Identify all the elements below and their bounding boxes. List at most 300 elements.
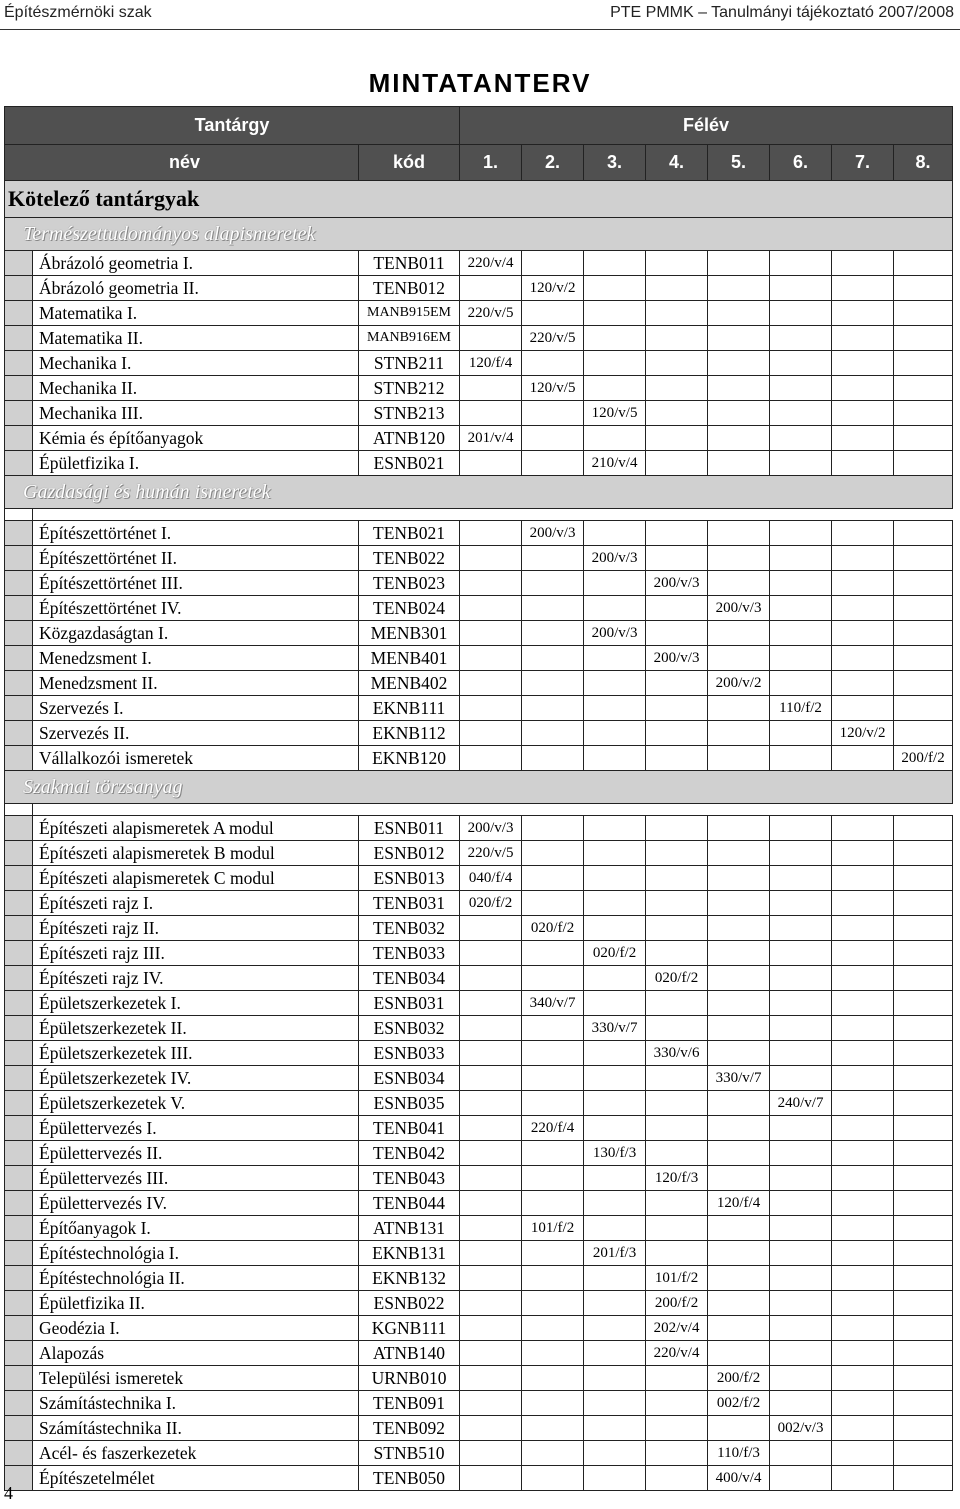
table-row: [5, 1191, 953, 1216]
subject-name: Építéstechnológia I.: [33, 1241, 359, 1266]
subject-code: TENB041: [359, 1116, 460, 1141]
semester-1-cell: 201/v/4: [460, 426, 522, 451]
table-row: [5, 1416, 953, 1441]
semester-1-cell: [460, 401, 522, 426]
semester-4-cell: [646, 1066, 708, 1091]
semester-6-cell: [770, 276, 832, 301]
semester-4-cell: 220/v/4: [646, 1341, 708, 1366]
subject-name: Épületfizika II.: [33, 1291, 359, 1316]
subject-name: Épülettervezés II.: [33, 1141, 359, 1166]
side-strip: [5, 1166, 33, 1191]
subject-name: Építészettörténet I.: [33, 521, 359, 546]
side-strip: [5, 991, 33, 1016]
side-strip: [5, 866, 33, 891]
semester-3-cell: [584, 671, 646, 696]
semester-3-cell: [584, 1166, 646, 1191]
semester-4-cell: 200/v/3: [646, 646, 708, 671]
semester-5-cell: [708, 1091, 770, 1116]
table-row: [5, 1216, 953, 1241]
semester-5-cell: [708, 916, 770, 941]
subject-code: URNB010: [359, 1366, 460, 1391]
table-row: [5, 1166, 953, 1191]
semester-6-cell: [770, 866, 832, 891]
semester-3-cell: [584, 696, 646, 721]
semester-2-cell: [522, 1391, 584, 1416]
semester-7-cell: [832, 1216, 894, 1241]
semester-5-cell: [708, 1291, 770, 1316]
header-tantargy: Tantárgy: [5, 107, 460, 145]
semester-2-cell: 200/v/3: [522, 521, 584, 546]
section-row: [5, 771, 953, 804]
subject-code: TENB031: [359, 891, 460, 916]
semester-1-cell: [460, 1191, 522, 1216]
semester-7-cell: [832, 966, 894, 991]
semester-2-cell: 020/f/2: [522, 916, 584, 941]
semester-5-cell: [708, 546, 770, 571]
semester-6-cell: [770, 1291, 832, 1316]
semester-6-cell: [770, 746, 832, 771]
semester-6-cell: [770, 1341, 832, 1366]
semester-8-cell: [894, 1091, 953, 1116]
subject-name: Építészettörténet III.: [33, 571, 359, 596]
side-strip: [5, 351, 33, 376]
subject-code: MANB916EM: [359, 326, 460, 351]
side-strip: [5, 521, 33, 546]
semester-8-cell: [894, 1066, 953, 1091]
page-number: 4: [4, 1483, 13, 1503]
table-row: [5, 521, 953, 546]
semester-6-cell: [770, 1141, 832, 1166]
semester-5-cell: [708, 966, 770, 991]
subject-name: Közgazdaságtan I.: [33, 621, 359, 646]
semester-8-cell: [894, 351, 953, 376]
subject-code: TENB092: [359, 1416, 460, 1441]
semester-6-cell: [770, 841, 832, 866]
semester-1-cell: [460, 916, 522, 941]
semester-6-cell: [770, 326, 832, 351]
subject-code: EKNB131: [359, 1241, 460, 1266]
semester-2-cell: [522, 746, 584, 771]
semester-1-cell: [460, 1141, 522, 1166]
semester-2-cell: [522, 1466, 584, 1491]
spacer-cell: [33, 804, 953, 816]
semester-2-cell: [522, 1241, 584, 1266]
semester-4-cell: [646, 816, 708, 841]
semester-8-cell: [894, 1166, 953, 1191]
semester-5-cell: [708, 646, 770, 671]
table-row: [5, 251, 953, 276]
side-strip: [5, 596, 33, 621]
table-row: [5, 916, 953, 941]
semester-7-cell: [832, 1391, 894, 1416]
semester-8-cell: [894, 1441, 953, 1466]
semester-6-cell: 110/f/2: [770, 696, 832, 721]
semester-3-cell: [584, 1316, 646, 1341]
semester-6-cell: [770, 646, 832, 671]
side-strip: [5, 1016, 33, 1041]
semester-6-cell: [770, 1191, 832, 1216]
semester-5-cell: [708, 326, 770, 351]
semester-5-cell: 400/v/4: [708, 1466, 770, 1491]
semester-5-cell: [708, 1166, 770, 1191]
category-title: Kötelező tantárgyak: [5, 181, 953, 218]
semester-8-cell: [894, 941, 953, 966]
semester-8-cell: [894, 426, 953, 451]
semester-5-cell: 120/f/4: [708, 1191, 770, 1216]
table-row: [5, 1116, 953, 1141]
header-rule: [0, 29, 960, 30]
semester-3-cell: [584, 1216, 646, 1241]
semester-2-cell: [522, 1291, 584, 1316]
semester-5-cell: [708, 991, 770, 1016]
subject-name: Építészeti rajz I.: [33, 891, 359, 916]
semester-1-cell: [460, 1341, 522, 1366]
semester-1-cell: [460, 596, 522, 621]
semester-2-cell: [522, 966, 584, 991]
subject-name: Számítástechnika I.: [33, 1391, 359, 1416]
semester-5-cell: [708, 721, 770, 746]
side-strip: [5, 251, 33, 276]
side-strip: [5, 841, 33, 866]
semester-2-cell: [522, 696, 584, 721]
subject-name: Építészeti rajz IV.: [33, 966, 359, 991]
subject-name: Települési ismeretek: [33, 1366, 359, 1391]
subject-code: ESNB032: [359, 1016, 460, 1041]
semester-1-cell: [460, 376, 522, 401]
header-semester-2: 2.: [522, 145, 584, 181]
table-row: [5, 451, 953, 476]
semester-4-cell: [646, 721, 708, 746]
semester-3-cell: [584, 841, 646, 866]
subject-code: ESNB013: [359, 866, 460, 891]
semester-8-cell: [894, 1241, 953, 1266]
semester-4-cell: 101/f/2: [646, 1266, 708, 1291]
semester-6-cell: [770, 1066, 832, 1091]
semester-1-cell: [460, 451, 522, 476]
semester-3-cell: [584, 991, 646, 1016]
semester-3-cell: [584, 1191, 646, 1216]
subject-code: STNB213: [359, 401, 460, 426]
semester-8-cell: [894, 1266, 953, 1291]
side-strip: [5, 1191, 33, 1216]
semester-7-cell: [832, 596, 894, 621]
table-row: [5, 326, 953, 351]
semester-2-cell: 340/v/7: [522, 991, 584, 1016]
semester-6-cell: [770, 1316, 832, 1341]
semester-4-cell: [646, 276, 708, 301]
subject-name: Menedzsment I.: [33, 646, 359, 671]
table-row: [5, 571, 953, 596]
side-strip: [5, 1216, 33, 1241]
semester-5-cell: 002/f/2: [708, 1391, 770, 1416]
running-header-left: Építészmérnöki szak: [4, 4, 152, 21]
semester-7-cell: [832, 571, 894, 596]
semester-3-cell: [584, 1041, 646, 1066]
header-nev: név: [5, 145, 359, 181]
subject-code: STNB510: [359, 1441, 460, 1466]
semester-8-cell: [894, 916, 953, 941]
semester-5-cell: [708, 866, 770, 891]
header-felev: Félév: [460, 107, 953, 145]
semester-3-cell: [584, 816, 646, 841]
subject-name: Építéstechnológia II.: [33, 1266, 359, 1291]
table-row: [5, 1291, 953, 1316]
semester-6-cell: [770, 1441, 832, 1466]
semester-6-cell: [770, 1366, 832, 1391]
semester-3-cell: [584, 521, 646, 546]
semester-5-cell: [708, 1266, 770, 1291]
semester-2-cell: [522, 1166, 584, 1191]
semester-4-cell: [646, 596, 708, 621]
side-strip: [5, 509, 33, 521]
semester-6-cell: [770, 941, 832, 966]
header-semester-6: 6.: [770, 145, 832, 181]
semester-1-cell: [460, 1441, 522, 1466]
table-row: [5, 301, 953, 326]
semester-3-cell: 120/v/5: [584, 401, 646, 426]
semester-3-cell: 210/v/4: [584, 451, 646, 476]
table-row: [5, 1016, 953, 1041]
semester-8-cell: [894, 596, 953, 621]
category-row: [5, 181, 953, 218]
semester-6-cell: 002/v/3: [770, 1416, 832, 1441]
subject-name: Menedzsment II.: [33, 671, 359, 696]
subject-code: TENB044: [359, 1191, 460, 1216]
semester-8-cell: [894, 401, 953, 426]
semester-7-cell: [832, 916, 894, 941]
semester-3-cell: [584, 276, 646, 301]
semester-6-cell: [770, 571, 832, 596]
table-header-row-1: [5, 107, 953, 145]
subject-name: Épületszerkezetek III.: [33, 1041, 359, 1066]
semester-3-cell: 130/f/3: [584, 1141, 646, 1166]
semester-2-cell: 101/f/2: [522, 1216, 584, 1241]
semester-1-cell: [460, 1391, 522, 1416]
semester-4-cell: [646, 916, 708, 941]
semester-7-cell: [832, 251, 894, 276]
semester-6-cell: [770, 351, 832, 376]
header-semester-1: 1.: [460, 145, 522, 181]
side-strip: [5, 376, 33, 401]
semester-2-cell: [522, 621, 584, 646]
semester-3-cell: [584, 1391, 646, 1416]
subject-name: Épületszerkezetek V.: [33, 1091, 359, 1116]
semester-3-cell: 200/v/3: [584, 621, 646, 646]
semester-2-cell: [522, 1416, 584, 1441]
semester-8-cell: [894, 521, 953, 546]
semester-5-cell: [708, 401, 770, 426]
semester-3-cell: [584, 916, 646, 941]
semester-5-cell: [708, 746, 770, 771]
table-row: [5, 816, 953, 841]
semester-7-cell: [832, 991, 894, 1016]
table-row: [5, 426, 953, 451]
semester-7-cell: [832, 1466, 894, 1491]
semester-6-cell: [770, 546, 832, 571]
subject-code: TENB024: [359, 596, 460, 621]
side-strip: [5, 1291, 33, 1316]
subject-name: Kémia és építőanyagok: [33, 426, 359, 451]
semester-7-cell: [832, 1266, 894, 1291]
running-header-right: PTE PMMK – Tanulmányi tájékoztató 2007/2008: [610, 4, 954, 21]
subject-name: Épülettervezés IV.: [33, 1191, 359, 1216]
semester-7-cell: [832, 401, 894, 426]
table-row: [5, 546, 953, 571]
semester-1-cell: 220/v/5: [460, 301, 522, 326]
semester-7-cell: [832, 276, 894, 301]
semester-2-cell: [522, 816, 584, 841]
table-row: [5, 1391, 953, 1416]
semester-2-cell: [522, 1316, 584, 1341]
table-row: [5, 376, 953, 401]
table-row: [5, 991, 953, 1016]
side-strip: [5, 621, 33, 646]
subject-code: EKNB112: [359, 721, 460, 746]
table-row: [5, 276, 953, 301]
semester-1-cell: [460, 991, 522, 1016]
side-strip: [5, 746, 33, 771]
semester-6-cell: [770, 621, 832, 646]
semester-8-cell: [894, 1216, 953, 1241]
semester-8-cell: [894, 376, 953, 401]
table-row: [5, 596, 953, 621]
semester-2-cell: [522, 546, 584, 571]
semester-1-cell: [460, 326, 522, 351]
table-header-row-2: [5, 145, 953, 181]
semester-1-cell: 040/f/4: [460, 866, 522, 891]
side-strip: [5, 1391, 33, 1416]
side-strip: [5, 1341, 33, 1366]
semester-2-cell: [522, 1191, 584, 1216]
semester-5-cell: [708, 521, 770, 546]
semester-8-cell: [894, 1191, 953, 1216]
header-semester-8: 8.: [894, 145, 953, 181]
semester-1-cell: [460, 721, 522, 746]
subject-code: TENB042: [359, 1141, 460, 1166]
semester-8-cell: 200/f/2: [894, 746, 953, 771]
semester-6-cell: [770, 816, 832, 841]
table-row: [5, 1091, 953, 1116]
side-strip: [5, 571, 33, 596]
semester-5-cell: [708, 276, 770, 301]
subject-code: ESNB022: [359, 1291, 460, 1316]
semester-4-cell: 200/v/3: [646, 571, 708, 596]
semester-7-cell: [832, 646, 894, 671]
subject-name: Épülettervezés III.: [33, 1166, 359, 1191]
table-row: [5, 1316, 953, 1341]
semester-4-cell: [646, 991, 708, 1016]
semester-6-cell: [770, 721, 832, 746]
side-strip: [5, 546, 33, 571]
semester-2-cell: [522, 891, 584, 916]
subject-name: Épületszerkezetek IV.: [33, 1066, 359, 1091]
semester-1-cell: [460, 1266, 522, 1291]
table-row: [5, 401, 953, 426]
semester-7-cell: [832, 891, 894, 916]
semester-1-cell: [460, 1066, 522, 1091]
semester-7-cell: [832, 746, 894, 771]
semester-3-cell: [584, 596, 646, 621]
subject-name: Mechanika I.: [33, 351, 359, 376]
semester-5-cell: [708, 426, 770, 451]
side-strip: [5, 696, 33, 721]
subject-code: ESNB031: [359, 991, 460, 1016]
semester-3-cell: [584, 326, 646, 351]
semester-6-cell: [770, 891, 832, 916]
semester-4-cell: [646, 546, 708, 571]
subject-name: Vállalkozói ismeretek: [33, 746, 359, 771]
semester-8-cell: [894, 1391, 953, 1416]
header-semester-4: 4.: [646, 145, 708, 181]
semester-1-cell: [460, 621, 522, 646]
semester-3-cell: 020/f/2: [584, 941, 646, 966]
semester-2-cell: [522, 1266, 584, 1291]
subject-code: TENB022: [359, 546, 460, 571]
semester-4-cell: [646, 1016, 708, 1041]
semester-2-cell: [522, 1341, 584, 1366]
semester-7-cell: [832, 1416, 894, 1441]
side-strip: [5, 426, 33, 451]
semester-3-cell: [584, 1266, 646, 1291]
semester-7-cell: [832, 1066, 894, 1091]
semester-5-cell: [708, 1041, 770, 1066]
table-row: [5, 746, 953, 771]
side-strip: [5, 1116, 33, 1141]
subject-code: ESNB011: [359, 816, 460, 841]
table-row: [5, 671, 953, 696]
semester-8-cell: [894, 1366, 953, 1391]
semester-6-cell: [770, 426, 832, 451]
semester-3-cell: [584, 1416, 646, 1441]
semester-1-cell: 220/v/5: [460, 841, 522, 866]
section-spacer: [5, 804, 953, 816]
semester-7-cell: [832, 1016, 894, 1041]
semester-8-cell: [894, 1291, 953, 1316]
semester-7-cell: [832, 941, 894, 966]
semester-4-cell: [646, 1466, 708, 1491]
semester-8-cell: [894, 646, 953, 671]
semester-2-cell: [522, 721, 584, 746]
semester-3-cell: [584, 376, 646, 401]
semester-5-cell: [708, 376, 770, 401]
semester-3-cell: [584, 351, 646, 376]
semester-5-cell: 200/f/2: [708, 1366, 770, 1391]
semester-2-cell: [522, 301, 584, 326]
semester-6-cell: [770, 401, 832, 426]
subject-code: EKNB111: [359, 696, 460, 721]
semester-6-cell: [770, 966, 832, 991]
side-strip: [5, 326, 33, 351]
semester-4-cell: [646, 451, 708, 476]
semester-2-cell: 220/v/5: [522, 326, 584, 351]
semester-4-cell: [646, 426, 708, 451]
semester-4-cell: [646, 401, 708, 426]
semester-6-cell: [770, 301, 832, 326]
semester-1-cell: [460, 1416, 522, 1441]
subject-code: EKNB120: [359, 746, 460, 771]
table-row: [5, 1266, 953, 1291]
semester-1-cell: 120/f/4: [460, 351, 522, 376]
semester-1-cell: [460, 646, 522, 671]
table-row: [5, 841, 953, 866]
semester-5-cell: [708, 1016, 770, 1041]
semester-2-cell: [522, 866, 584, 891]
semester-7-cell: [832, 301, 894, 326]
subject-name: Épülettervezés I.: [33, 1116, 359, 1141]
semester-7-cell: [832, 1041, 894, 1066]
semester-3-cell: [584, 746, 646, 771]
side-strip: [5, 646, 33, 671]
